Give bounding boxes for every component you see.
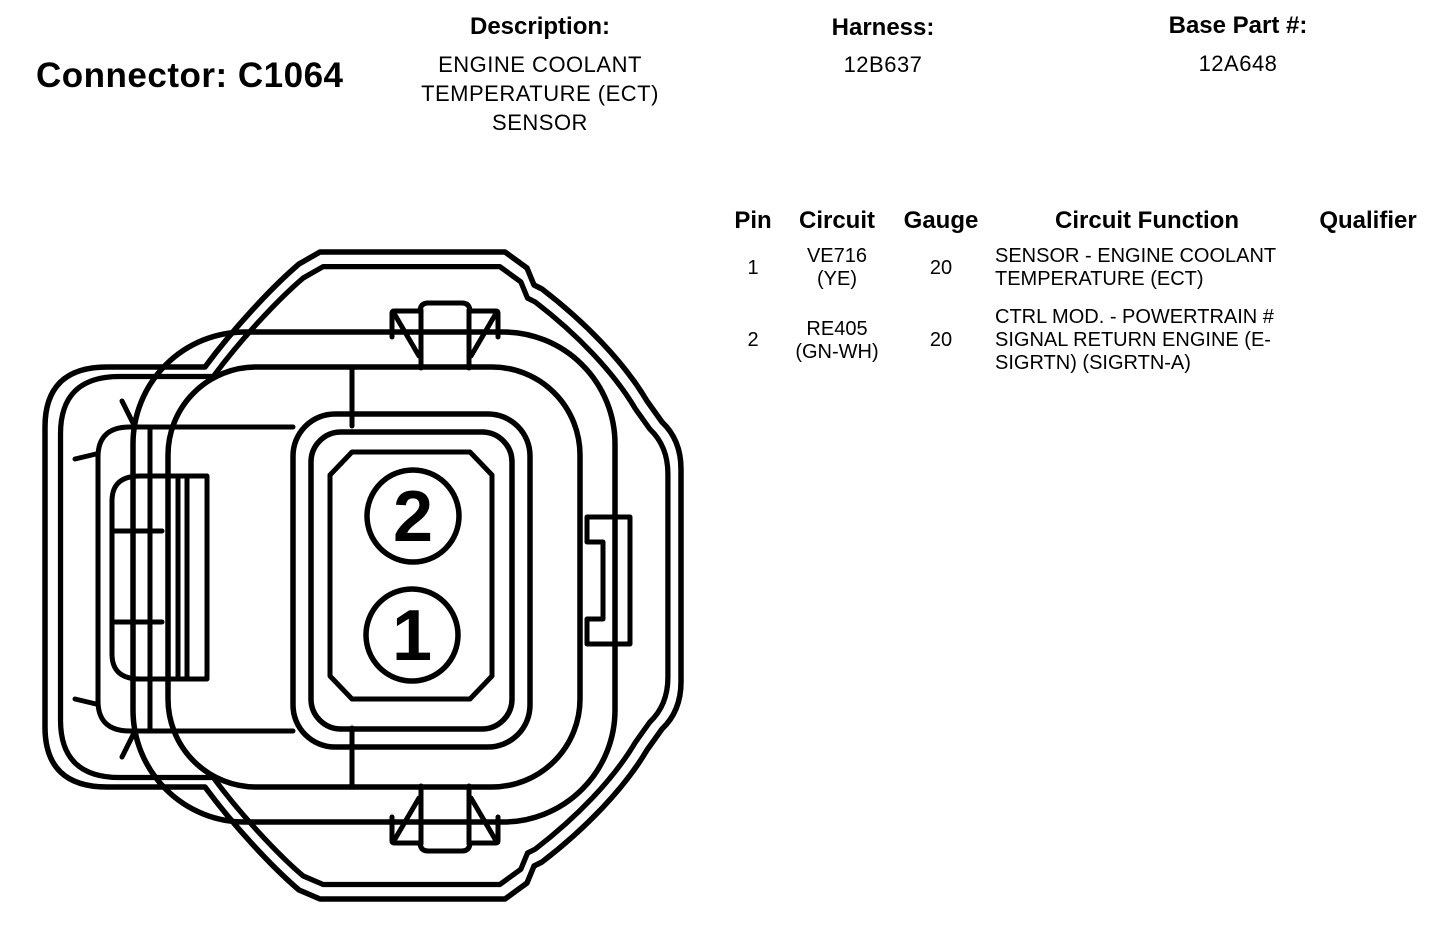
table-row (725, 245, 1431, 291)
latch-housing-tick (75, 454, 96, 459)
latch-housing-frame (98, 427, 293, 731)
gauge-value: 20 (929, 256, 953, 279)
right-key-rib (587, 517, 630, 644)
connector-title: Connector: C1064 (36, 56, 344, 95)
circuit-cell (781, 245, 893, 291)
circuit-cell (781, 318, 893, 364)
circuit-color: (YE) (817, 268, 857, 290)
description-line: ENGINE COOLANT (438, 52, 642, 77)
base-part-value: 12A648 (1198, 51, 1278, 76)
description-label: Description: (469, 13, 610, 40)
circuit-function-line: SENSOR - ENGINE COOLANT (995, 245, 1277, 267)
table-row (725, 306, 1431, 375)
circuit-code: RE405 (806, 317, 868, 340)
description-line: SENSOR (492, 110, 588, 135)
col-header-pin: Pin (734, 207, 772, 234)
pin-number: 1 (747, 256, 759, 279)
latch-housing-tick (122, 731, 135, 757)
circuit-function-cell (989, 306, 1305, 375)
col-header-qualifier: Qualifier (1319, 207, 1417, 234)
harness-value: 12B637 (843, 52, 923, 77)
description-line: TEMPERATURE (ECT) (421, 81, 659, 106)
circuit-function-line: SIGNAL RETURN ENGINE (E- (995, 329, 1271, 351)
col-header-gauge: Gauge (903, 207, 979, 234)
pin-number: 2 (747, 329, 759, 351)
pin-table-header-row (725, 206, 1431, 236)
pin-table (725, 206, 1431, 375)
circuit-function-cell (989, 245, 1305, 291)
description-block (375, 14, 705, 137)
col-header-circuit-function: Circuit Function (1055, 207, 1239, 234)
harness-label: Harness: (831, 14, 935, 41)
connector-face-diagram (0, 228, 710, 940)
latch-housing-tick (122, 401, 135, 427)
circuit-function-line: TEMPERATURE (ECT) (995, 268, 1204, 290)
description-value (375, 50, 705, 137)
circuit-color: (GN-WH) (795, 340, 879, 363)
connector-drawing (0, 228, 710, 940)
pin-1-label: 1 (391, 596, 433, 676)
base-part-label: Base Part #: (1168, 12, 1308, 39)
circuit-function-line: CTRL MOD. - POWERTRAIN # (995, 306, 1274, 328)
latch-housing-tick (75, 699, 96, 704)
base-part-block (1138, 13, 1338, 78)
circuit-code: VE716 (806, 245, 868, 267)
harness-block (783, 15, 983, 79)
circuit-function-line: SIGRTN) (SIGRTN-A) (995, 352, 1191, 374)
pin-2-label: 2 (392, 477, 434, 557)
col-header-circuit: Circuit (798, 207, 875, 234)
latch-block (112, 476, 207, 679)
gauge-value: 20 (929, 329, 953, 351)
